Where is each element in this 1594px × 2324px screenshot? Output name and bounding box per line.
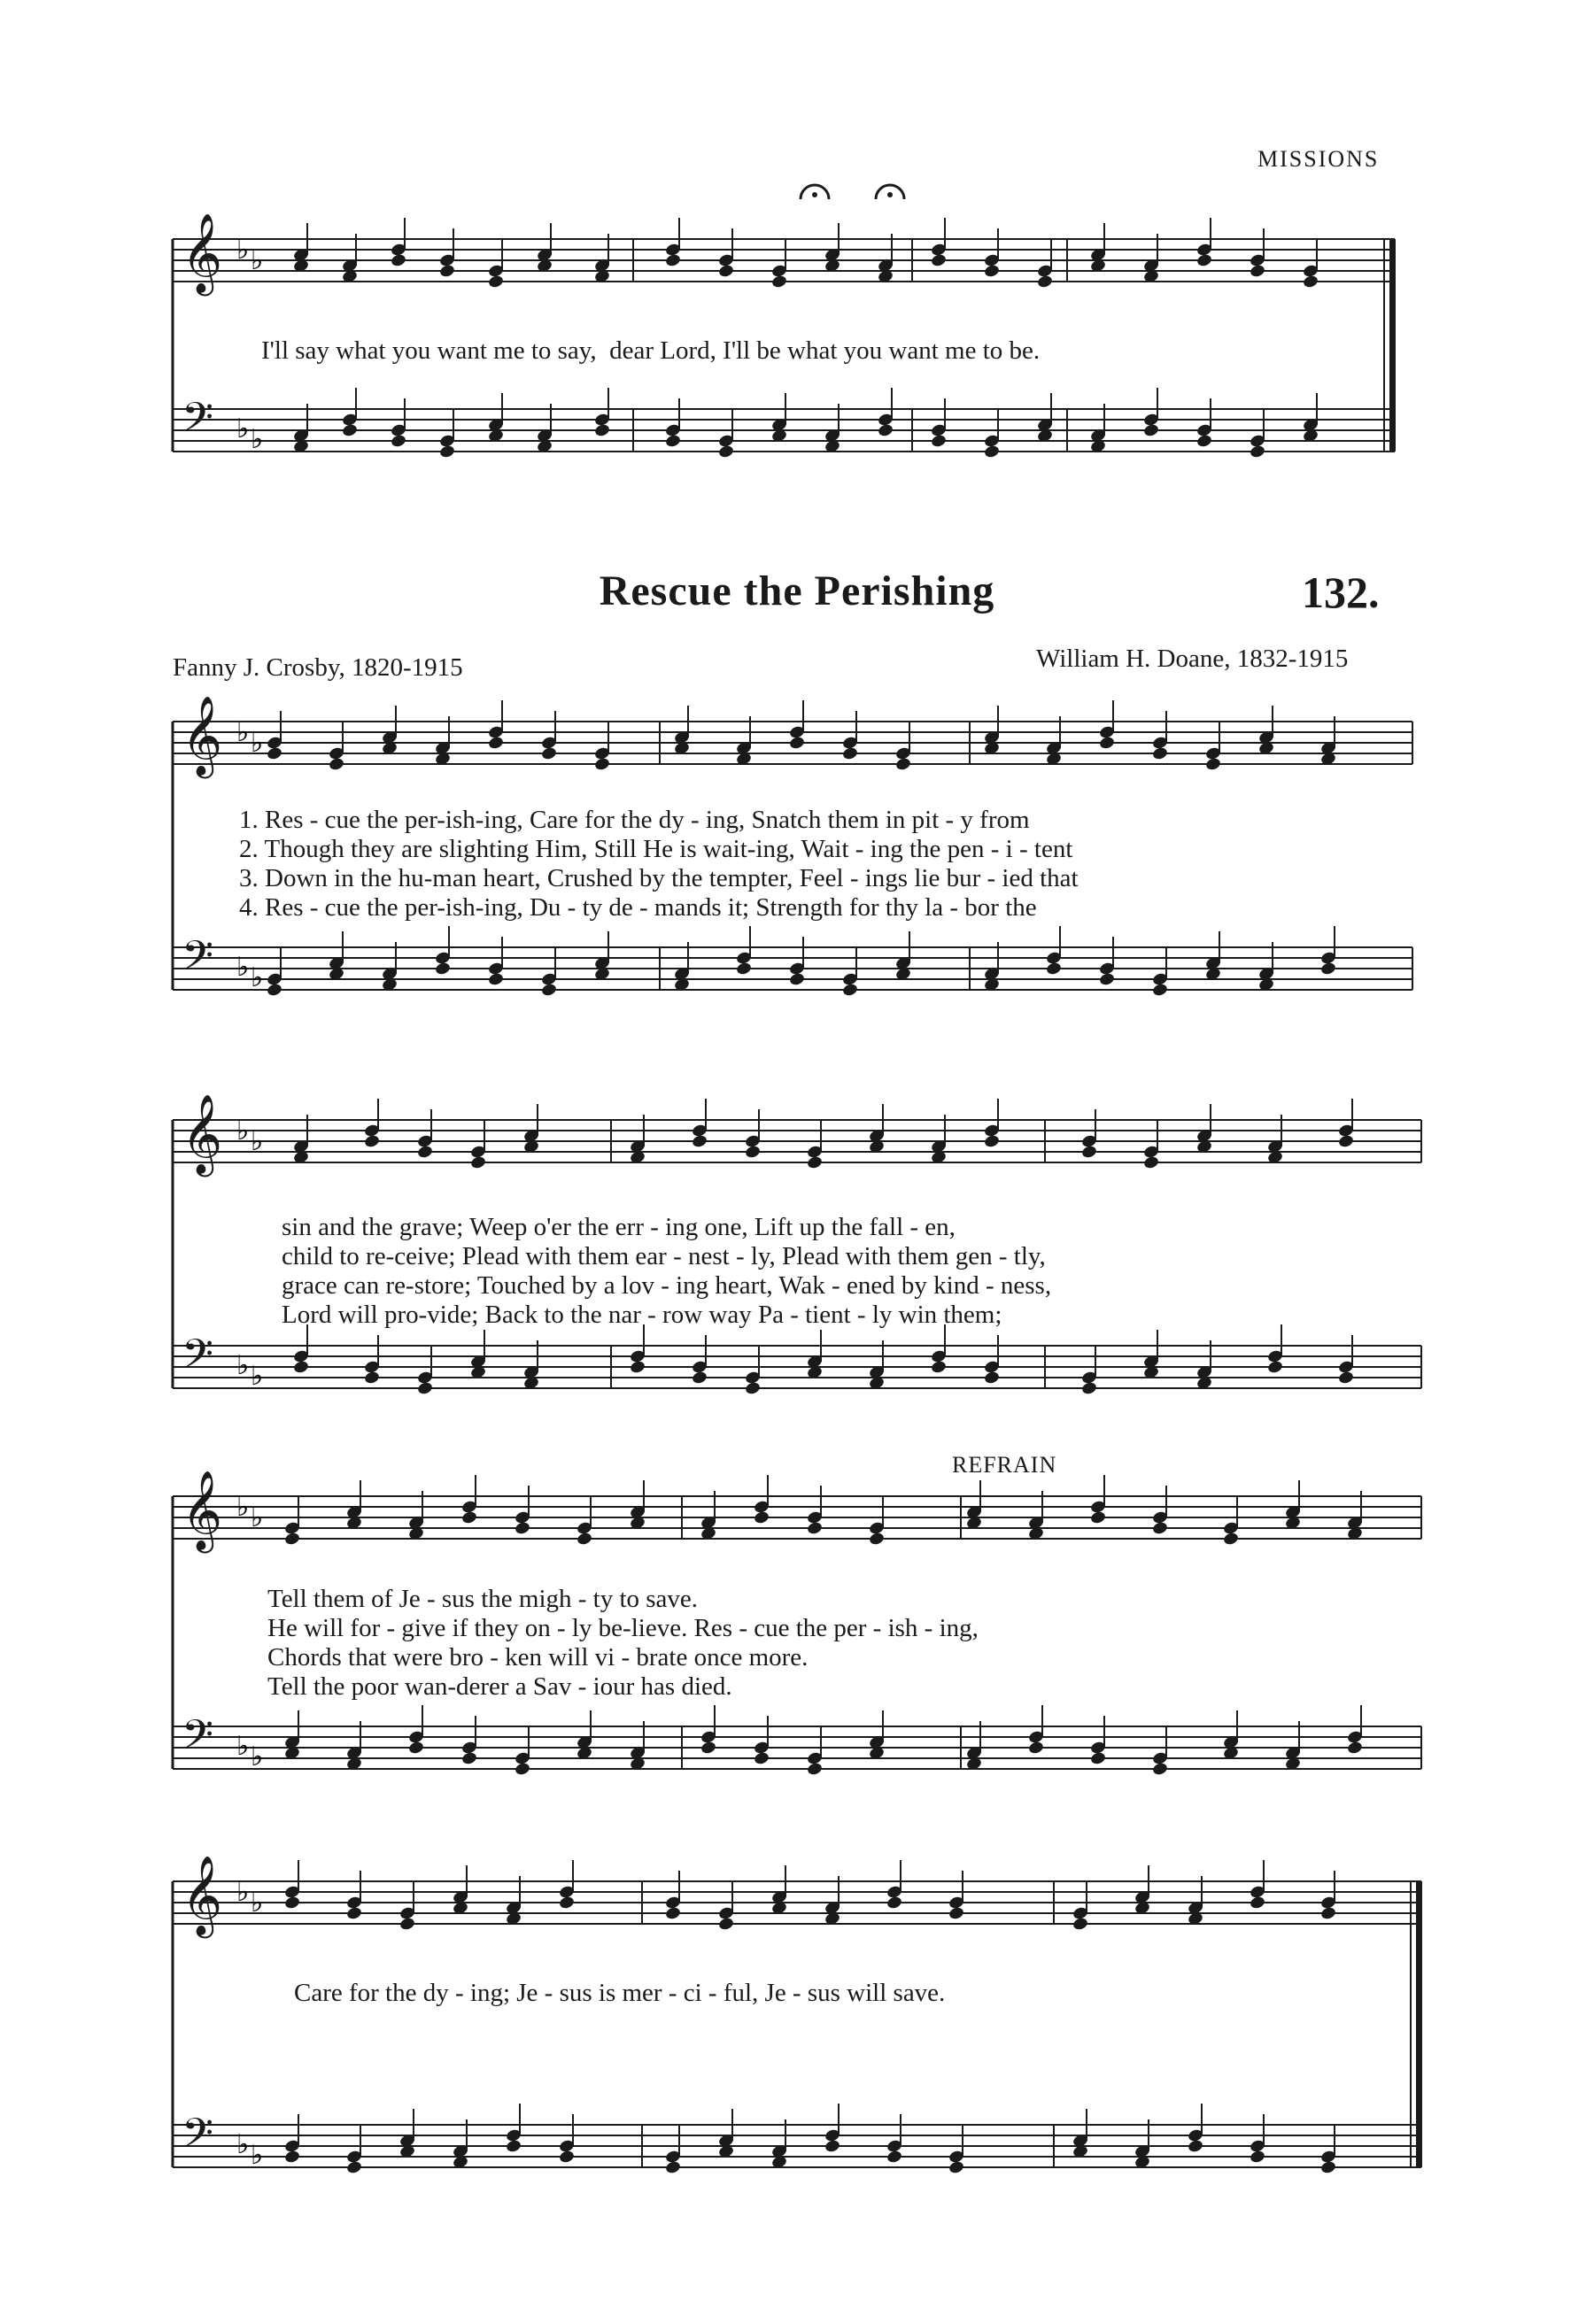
- flat-icon: ♭: [236, 1731, 250, 1762]
- notehead: [824, 2139, 840, 2154]
- refrain-final-line: Care for the dy - ing; Je - sus is mer - ci - ful, Je - sus will save.: [294, 1979, 946, 2007]
- notehead: [983, 1370, 1000, 1386]
- notehead: [438, 444, 455, 459]
- verse-2-line-2: child to re-ceive; Plead with them ear - nest - ly, Plead with them gen - tly,: [282, 1242, 1046, 1270]
- flat-icon: ♭: [236, 717, 250, 748]
- notehead: [540, 983, 557, 998]
- notehead: [460, 1510, 477, 1525]
- notehead: [664, 1906, 681, 1921]
- notehead: [505, 2139, 522, 2154]
- notehead: [1089, 1510, 1106, 1525]
- notehead: [1036, 274, 1053, 290]
- notehead: [806, 1155, 823, 1170]
- verse-2-line-1: 2. Though they are slighting Him, Still He is wait-ing, Wait - ing the pen - i - tent: [239, 835, 1073, 863]
- bass-clef-icon: 𝄢: [182, 2110, 214, 2167]
- notehead: [576, 1532, 592, 1547]
- notehead: [283, 2150, 300, 2165]
- verse-3-line-3: Chords that were bro - ken will vi - brate once more.: [267, 1643, 809, 1672]
- notehead: [1337, 1134, 1354, 1149]
- notehead: [983, 1134, 1000, 1149]
- notehead: [664, 2160, 681, 2175]
- notehead: [1249, 264, 1265, 279]
- notehead: [1249, 444, 1265, 459]
- notehead: [558, 2150, 575, 2165]
- notehead: [514, 1762, 530, 1777]
- notehead: [691, 1370, 708, 1386]
- notehead: [948, 1906, 964, 1921]
- flat-icon: ♭: [236, 952, 250, 983]
- treble-clef-icon: 𝄞: [182, 696, 223, 776]
- hymn-number: 132.: [1302, 567, 1380, 617]
- notehead: [788, 736, 805, 751]
- verse-4-line-1: 4. Res - cue the per-ish-ing, Du - ty de - mands it; Strength for thy la - bor the: [239, 893, 1037, 922]
- notehead: [735, 961, 752, 977]
- flat-icon: ♭: [236, 413, 250, 444]
- notehead: [930, 434, 947, 449]
- notehead: [788, 972, 805, 987]
- treble-clef-icon: 𝄞: [182, 1094, 223, 1174]
- verse-4-line-2: Lord will pro-vide; Back to the nar - row way Pa - tient - ly win them;: [282, 1301, 1002, 1329]
- notehead: [930, 253, 947, 268]
- notehead: [983, 264, 1000, 279]
- notehead: [460, 1751, 477, 1766]
- treble-clef-icon: 𝄞: [182, 213, 223, 293]
- flat-icon: ♭: [251, 728, 264, 759]
- notehead: [717, 444, 734, 459]
- notehead: [434, 961, 451, 977]
- bass-clef-icon: 𝄢: [182, 932, 214, 990]
- notehead: [1142, 423, 1159, 438]
- notehead: [416, 1145, 433, 1160]
- verse-3-line-1: 3. Down in the hu-man heart, Crushed by the tempter, Feel - ings lie bur - ied that: [239, 864, 1079, 892]
- notehead: [983, 444, 1000, 459]
- notehead: [744, 1145, 761, 1160]
- hymn-title: Rescue the Perishing: [599, 567, 995, 614]
- verse-3-line-2: grace can re-store; Touched by a lov - ing heart, Wak - ened by kind - ness,: [282, 1271, 1052, 1300]
- notehead: [770, 274, 787, 290]
- notehead: [390, 434, 406, 449]
- notehead: [363, 1134, 380, 1149]
- notehead: [487, 736, 504, 751]
- notehead: [1319, 961, 1336, 977]
- notehead: [345, 2160, 362, 2175]
- notehead: [1089, 1751, 1106, 1766]
- notehead: [487, 274, 504, 290]
- notehead: [1080, 1381, 1097, 1396]
- bass-clef-icon: 𝄢: [182, 1331, 214, 1388]
- notehead: [390, 253, 406, 268]
- notehead: [1151, 746, 1168, 761]
- notehead: [266, 746, 282, 761]
- notehead: [1151, 1762, 1168, 1777]
- verse-1-line-3: Tell them of Je - sus the migh - ty to save.: [267, 1585, 699, 1613]
- notehead: [948, 2160, 964, 2175]
- notehead: [558, 1895, 575, 1911]
- composer-credit: William H. Doane, 1832-1915: [1036, 645, 1349, 673]
- flat-icon: ♭: [236, 1350, 250, 1381]
- fermata-dot: [887, 192, 893, 197]
- flat-icon: ♭: [251, 1888, 264, 1919]
- final-barline-thick: [1416, 1881, 1422, 2167]
- notehead: [1346, 1741, 1363, 1756]
- verse-2-line-3: He will for - give if they on - ly be-lieve. Res - cue the per - ish - ing,: [267, 1614, 979, 1642]
- notehead: [806, 1762, 823, 1777]
- notehead: [1222, 1532, 1239, 1547]
- notehead: [292, 1360, 309, 1375]
- notehead: [664, 253, 681, 268]
- notehead: [1319, 1906, 1336, 1921]
- notehead: [1098, 736, 1115, 751]
- bass-clef-icon: 𝄢: [182, 394, 214, 452]
- notehead: [841, 983, 858, 998]
- verse-4-line-3: Tell the poor wan-derer a Sav - iour has died.: [267, 1672, 732, 1701]
- notehead: [1045, 961, 1062, 977]
- flat-icon: ♭: [251, 1126, 264, 1157]
- notehead: [841, 746, 858, 761]
- flat-icon: ♭: [251, 2140, 264, 2171]
- flat-icon: ♭: [251, 245, 264, 276]
- notehead: [664, 434, 681, 449]
- notehead: [593, 423, 610, 438]
- notehead: [1249, 1895, 1265, 1911]
- notehead: [1142, 1155, 1159, 1170]
- notehead: [1151, 1521, 1168, 1536]
- flat-icon: ♭: [251, 1741, 264, 1772]
- flat-icon: ♭: [251, 1502, 264, 1533]
- section-header: MISSIONS: [1257, 146, 1380, 172]
- flat-icon: ♭: [236, 1877, 250, 1908]
- notehead: [1098, 972, 1115, 987]
- notehead: [1196, 253, 1212, 268]
- bass-clef-icon: 𝄢: [182, 1711, 214, 1769]
- notehead: [629, 1360, 646, 1375]
- notehead: [1027, 1741, 1044, 1756]
- notehead: [514, 1521, 530, 1536]
- flat-icon: ♭: [236, 1116, 250, 1147]
- flat-icon: ♭: [251, 1361, 264, 1392]
- flat-icon: ♭: [251, 424, 264, 455]
- notehead: [1302, 274, 1319, 290]
- notehead: [487, 972, 504, 987]
- notehead: [877, 423, 894, 438]
- notehead: [1249, 2150, 1265, 2165]
- notehead: [266, 983, 282, 998]
- flat-icon: ♭: [236, 1492, 250, 1523]
- treble-clef-icon: 𝄞: [182, 1471, 223, 1550]
- notehead: [363, 1370, 380, 1386]
- lyricist-credit: Fanny J. Crosby, 1820-1915: [173, 653, 463, 682]
- notehead: [753, 1510, 770, 1525]
- notehead: [341, 423, 358, 438]
- notehead: [1266, 1360, 1283, 1375]
- verse-1-line-1: 1. Res - cue the per-ish-ing, Care for the dy - ing, Snatch them in pit - y from: [239, 806, 1030, 834]
- notehead: [930, 1360, 947, 1375]
- notehead: [438, 264, 455, 279]
- notehead: [540, 746, 557, 761]
- notehead: [1196, 434, 1212, 449]
- refrain-label: REFRAIN: [952, 1452, 1057, 1478]
- notehead: [886, 2150, 902, 2165]
- flat-icon: ♭: [236, 235, 250, 266]
- notehead: [717, 264, 734, 279]
- notehead: [407, 1741, 424, 1756]
- notehead: [283, 1532, 300, 1547]
- final-barline-thick: [1389, 239, 1396, 452]
- notehead: [868, 1532, 885, 1547]
- notehead: [345, 1906, 362, 1921]
- notehead: [1319, 2160, 1336, 2175]
- verse-1-line-2: sin and the grave; Weep o'er the err - ing one, Lift up the fall - en,: [282, 1213, 956, 1241]
- notehead: [593, 757, 610, 772]
- notehead: [469, 1155, 486, 1170]
- notehead: [886, 1895, 902, 1911]
- notehead: [1080, 1145, 1097, 1160]
- notehead: [1072, 1917, 1088, 1932]
- flat-icon: ♭: [236, 2129, 250, 2160]
- notehead: [398, 1917, 415, 1932]
- flat-icon: ♭: [251, 962, 264, 993]
- notehead: [744, 1381, 761, 1396]
- notehead: [753, 1751, 770, 1766]
- fermata-dot: [812, 192, 817, 197]
- notehead: [806, 1521, 823, 1536]
- prior-hymn-lyric: I'll say what you want me to say, dear Lord, I'll be what you want me to be.: [261, 336, 1041, 365]
- treble-clef-icon: 𝄞: [182, 1856, 223, 1935]
- notehead: [1204, 757, 1221, 772]
- notehead: [1187, 2139, 1203, 2154]
- notehead: [717, 1917, 734, 1932]
- notehead: [1337, 1370, 1354, 1386]
- notehead: [700, 1741, 716, 1756]
- notehead: [283, 1895, 300, 1911]
- notehead: [416, 1381, 433, 1396]
- notehead: [691, 1134, 708, 1149]
- notehead: [1151, 983, 1168, 998]
- notehead: [894, 757, 911, 772]
- notehead: [328, 757, 344, 772]
